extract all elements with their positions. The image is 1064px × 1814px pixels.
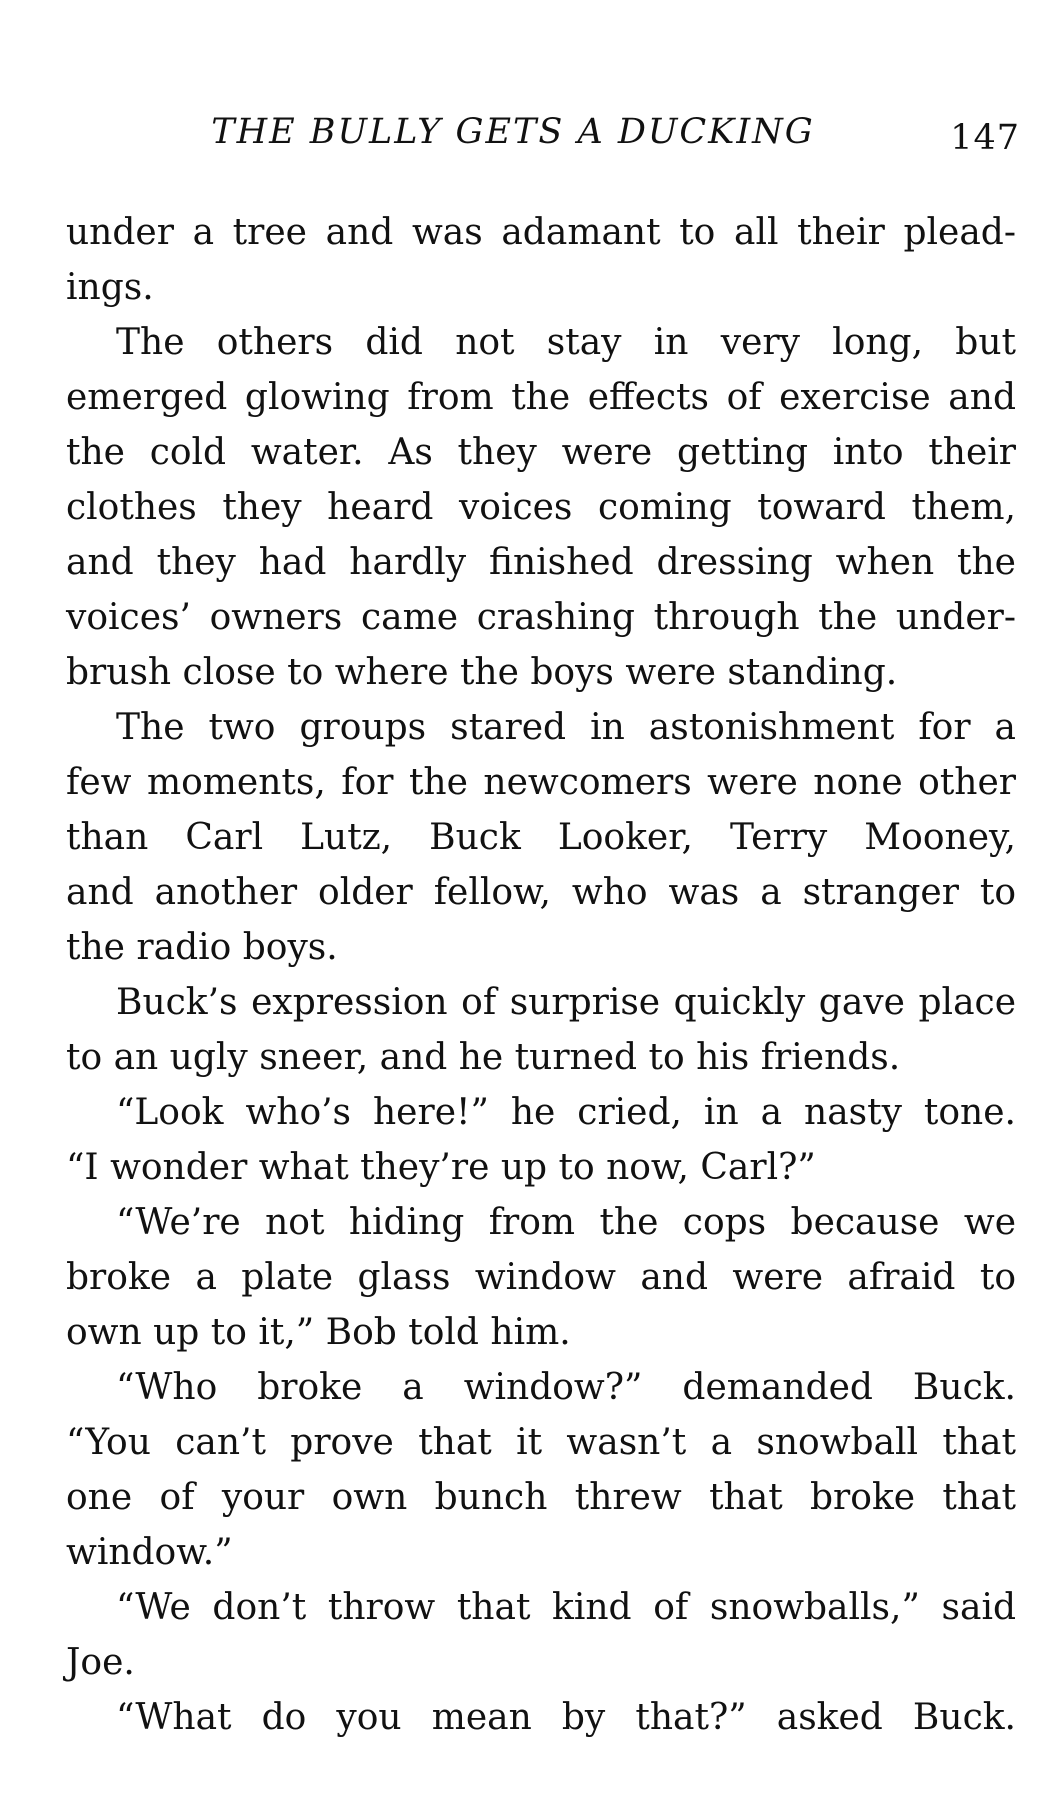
text-line: The others did not stay in very long, but	[116, 322, 1016, 363]
text-line: ings.	[66, 267, 154, 308]
text-line: Buck’s expression of surprise quickly gave place	[116, 982, 1016, 1023]
text-line: “Who broke a window?” demanded Buck.	[116, 1367, 1016, 1408]
body-text	[66, 205, 1016, 1745]
text-line: “You can’t prove that it wasn’t a snowball that	[66, 1422, 1016, 1463]
text-line: “I wonder what they’re up to now, Carl?”	[66, 1147, 816, 1188]
text-line: and they had hardly finished dressing when the	[66, 542, 1016, 583]
text-line: Joe.	[66, 1642, 135, 1683]
text-line: voices’ owners came crashing through the under-	[66, 597, 1016, 638]
text-line: The two groups stared in astonishment for a	[116, 707, 1016, 748]
text-line: broke a plate glass window and were afraid to	[66, 1257, 1016, 1298]
text-line: one of your own bunch threw that broke that	[66, 1477, 1016, 1518]
text-line: the radio boys.	[66, 927, 338, 968]
text-line: clothes they heard voices coming toward them,	[66, 487, 1016, 528]
running-head: THE BULLY GETS A DUCKING	[211, 112, 815, 152]
text-line: “We don’t throw that kind of snowballs,” said	[116, 1587, 1016, 1628]
page-header	[66, 112, 1020, 172]
text-line: own up to it,” Bob told him.	[66, 1312, 571, 1353]
text-line: under a tree and was adamant to all their plead-	[66, 212, 1016, 253]
text-line: “Look who’s here!” he cried, in a nasty tone.	[116, 1092, 1016, 1133]
text-line: emerged glowing from the effects of exercise and	[66, 377, 1016, 418]
text-line: “We’re not hiding from the cops because we	[116, 1202, 1016, 1243]
text-line: window.”	[66, 1532, 233, 1573]
text-line: few moments, for the newcomers were none other	[66, 762, 1016, 803]
text-line: to an ugly sneer, and he turned to his friends.	[66, 1037, 901, 1078]
page-number: 147	[950, 118, 1020, 158]
text-line: the cold water. As they were getting into their	[66, 432, 1016, 473]
text-line: “What do you mean by that?” asked Buck.	[116, 1697, 1016, 1738]
text-line: and another older fellow, who was a stranger to	[66, 872, 1016, 913]
text-line: brush close to where the boys were standing.	[66, 652, 898, 693]
text-line: than Carl Lutz, Buck Looker, Terry Mooney,	[66, 817, 1016, 858]
